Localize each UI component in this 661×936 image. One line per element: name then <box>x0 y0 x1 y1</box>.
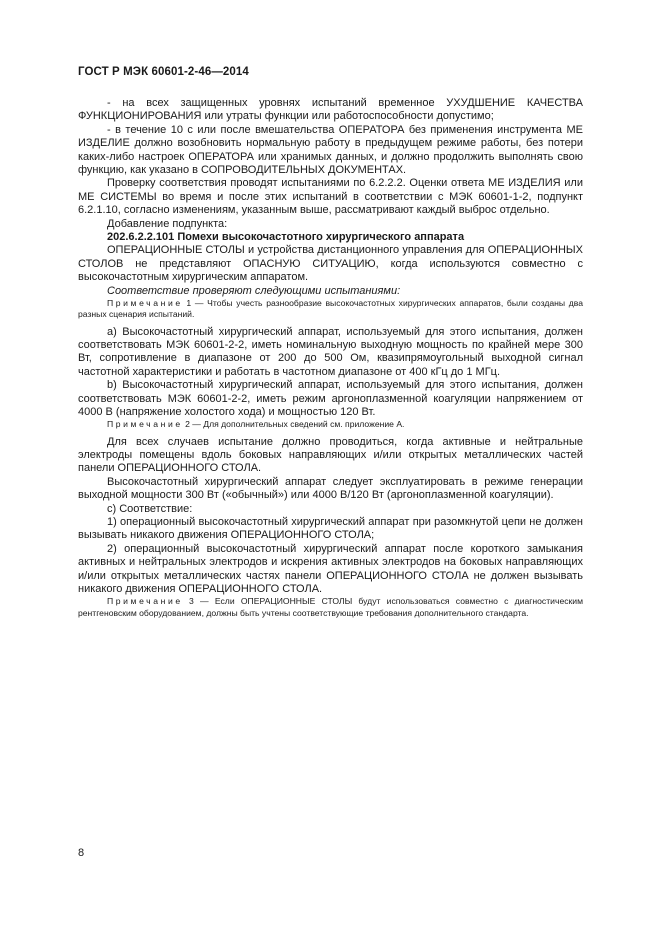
note-1-label: Примечание <box>107 298 183 309</box>
page-header-title: ГОСТ Р МЭК 60601-2-46—2014 <box>78 66 249 78</box>
item-b: b) Высокочастотный хирургический аппарат, используемый для этого испытания, должен соответствовать МЭК 60601-2-2, иметь режим аргоноплазменной коагуляции напряжением от 4000 В (напряжение холостого хода) и мощностью 120 Вт. <box>78 379 583 418</box>
document-body <box>78 97 583 619</box>
note-3 <box>78 596 583 618</box>
paragraph-operating-tables: ОПЕРАЦИОННЫЕ СТОЛЫ и устройства дистанционного управления для ОПЕРАЦИОННЫХ СТОЛОВ не представляют ОПАСНУЮ СИТУАЦИЮ, когда используются совместно с высокочастотным хирургическим аппаратом. <box>78 244 583 284</box>
item-c-2: 2) операционный высокочастотный хирургический аппарат после короткого замыкания активных и нейтральных электродов и искрения активных электродов на боковых направляющих и/или открытых металлических частях панели ОПЕРАЦИОННОГО СТОЛА не должен вызывать никакого движения ОПЕРАЦИОННОГО СТОЛА. <box>78 542 583 596</box>
item-c-1: 1) операционный высокочастотный хирургический аппарат при разомкнутой цепи не должен вызывать никакого движения ОПЕРАЦИОННОГО СТОЛА; <box>78 515 583 542</box>
paragraph-addition: Добавление подпункта: <box>107 217 228 230</box>
paragraph-electrodes: Для всех случаев испытание должно проводиться, когда активные и нейтральные электроды помещены вдоль боковых направляющих и/или открытых металлических частей панели ОПЕРАЦИОННОГО СТОЛА. <box>78 435 583 475</box>
note-2-text: 2 — Для дополнительных сведений см. приложение А. <box>182 419 405 430</box>
page-number: 8 <box>78 847 85 859</box>
paragraph-compliance-tests: Соответствие проверяют следующими испытаниями: <box>107 284 401 297</box>
note-2 <box>78 419 583 430</box>
paragraph-compliance-check: Проверку соответствия проводят испытаниями по 6.2.2.2. Оценки ответа МЕ ИЗДЕЛИЯ или МЕ СИСТЕМЫ во время и после этих испытаний в соответствии с МЭК 60601-1-2, подпункт 6.2.1.10, согласно изменениям, указанным выше, рассматривают каждый выброс отдельно. <box>78 177 583 217</box>
paragraph-mode: Высокочастотный хирургический аппарат следует эксплуатировать в режиме генерации выходной мощности 300 Вт («обычный») или 4000 В/120 Вт (аргоноплазменной коагуляции). <box>78 475 583 502</box>
item-c: c) Соответствие: <box>107 502 193 515</box>
paragraph-degradation: - на всех защищенных уровнях испытаний временное УХУДШЕНИЕ КАЧЕСТВА ФУНКЦИОНИРОВАНИЯ или утраты функции или работоспособности допустимо; <box>78 97 583 123</box>
note-3-label: Примечание <box>107 596 183 607</box>
item-a: a) Высокочастотный хирургический аппарат, используемый для этого испытания, должен соответствовать МЭК 60601-2-2, иметь номинальную выходную мощность по крайней мере 300 Вт, сопротивление в диапазоне от 200 до 500 Ом, квазипрямоугольный выходной сигнал частотной характеристики и работать в частотном диапазоне от 400 кГц до 1 МГц. <box>78 325 583 378</box>
note-3-text: 3 — Если ОПЕРАЦИОННЫЕ СТОЛЫ будут использоваться совместно с диагностическим рентгеновским оборудованием, должны быть учтены соответствующие требования дополнительного стандарта. <box>78 596 583 618</box>
section-heading: 202.6.2.2.101 Помехи высокочастотного хирургического аппарата <box>107 231 465 244</box>
note-1-text: 1 — Чтобы учесть разнообразие высокочастотных хирургических аппаратов, были созданы два разных сценария испытаний. <box>78 298 583 320</box>
paragraph-recovery: - в течение 10 с или после вмешательства ОПЕРАТОРА без применения инструмента МЕ ИЗДЕЛИЕ должно возобновить нормальную работу в предыдущем режиме работы, без потери каких-либо настроек ОПЕРАТОРА или хранимых данных, и должно продолжить выполнять свою функцию, как указано в СОПРОВОДИТЕЛЬНЫХ ДОКУМЕНТАХ. <box>78 123 583 177</box>
note-1 <box>78 298 583 320</box>
note-2-label: Примечание <box>107 419 183 430</box>
